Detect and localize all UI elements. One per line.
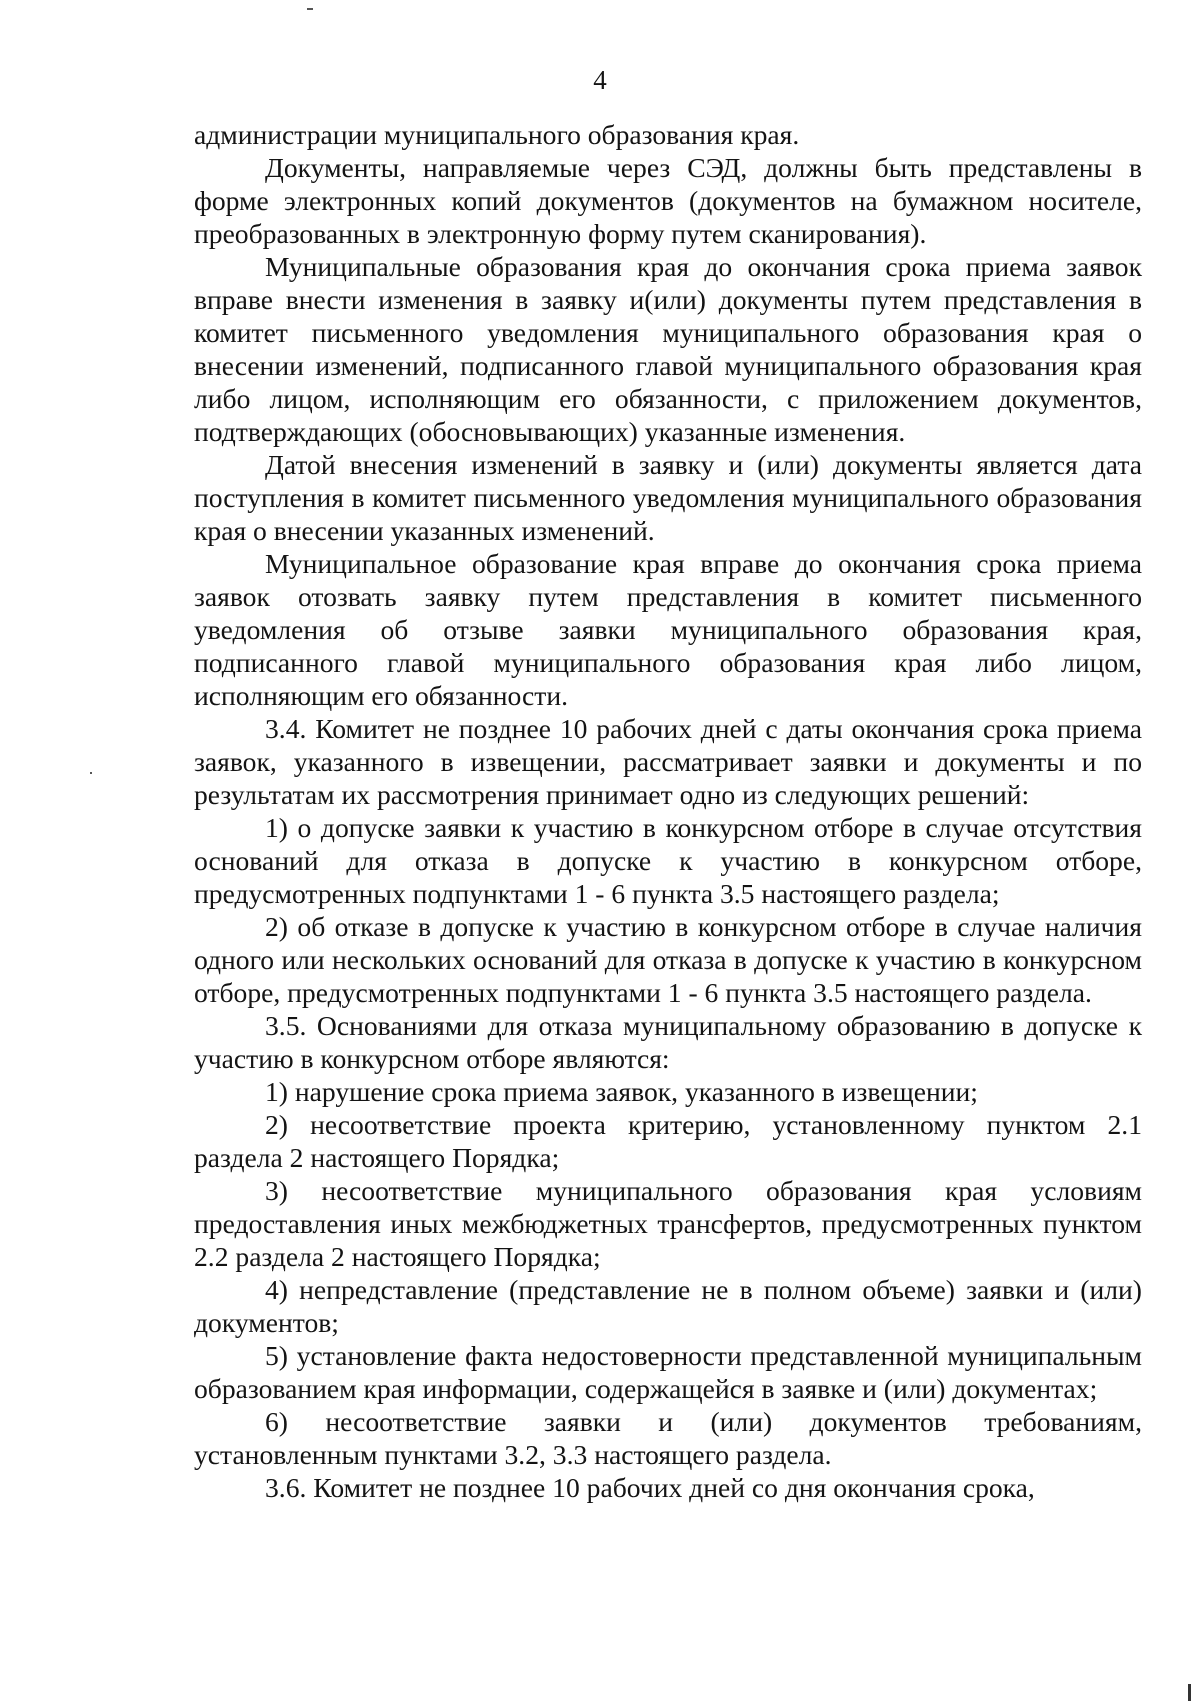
paragraph-amendments: Муниципальные образования края до окончания срока приема заявок вправе внести изменения в заявку и(или) документы путем представления в комитет письменного уведомления муниципального образования края о внесении изменений, подписанного главой муниципального образования края либо лицом, исполняющим его обязанности, с приложением документов, подтверждающих (обосновывающих) указанные изменения. xyxy=(194,251,1142,447)
clause-3-4: 3.4. Комитет не позднее 10 рабочих дней с даты окончания срока приема заявок, указанного в извещении, рассматривает заявки и документы и по результатам их рассмотрения принимает одно из следующих решений: xyxy=(194,713,1142,810)
clause-3-6: 3.6. Комитет не позднее 10 рабочих дней со дня окончания срока, xyxy=(265,1472,1035,1503)
scan-artifact-corner xyxy=(1188,1684,1191,1701)
page-number: 4 xyxy=(593,65,607,95)
clause-3-5-item-2: 2) несоответствие проекта критерию, установленному пунктом 2.1 раздела 2 настоящего Порядка; xyxy=(194,1109,1142,1173)
paragraph-sed-documents: Документы, направляемые через СЭД, должны быть представлены в форме электронных копий документов (документов на бумажном носителе, преобразованных в электронную форму путем сканирования). xyxy=(194,152,1142,249)
paragraph-continuation: администрации муниципального образования края. xyxy=(194,119,800,150)
scan-artifact-left xyxy=(90,772,92,774)
paragraph-amendment-date: Датой внесения изменений в заявку и (или) документы является дата поступления в комитет письменного уведомления муниципального образования края о внесении указанных изменений. xyxy=(194,449,1142,546)
clause-3-5-item-5: 5) установление факта недостоверности представленной муниципальным образованием края информации, содержащейся в заявке и (или) документах; xyxy=(194,1340,1142,1404)
paragraph-withdrawal: Муниципальное образование края вправе до окончания срока приема заявок отозвать заявку путем представления в комитет письменного уведомления об отзыве заявки муниципального образования края, подписанного главой муниципального образования края либо лицом, исполняющим его обязанности. xyxy=(194,548,1142,711)
clause-3-5-item-3: 3) несоответствие муниципального образования края условиям предоставления иных межбюджетных трансфертов, предусмотренных пунктом 2.2 раздела 2 настоящего Порядка; xyxy=(194,1175,1142,1272)
scan-artifact-top xyxy=(307,8,313,10)
clause-3-5-item-1: 1) нарушение срока приема заявок, указанного в извещении; xyxy=(265,1076,978,1107)
clause-3-4-item-1: 1) о допуске заявки к участию в конкурсном отборе в случае отсутствия оснований для отказа в допуске к участию в конкурсном отборе, предусмотренных подпунктами 1 - 6 пункта 3.5 настоящего раздела; xyxy=(194,812,1142,909)
clause-3-5: 3.5. Основаниями для отказа муниципальному образованию в допуске к участию в конкурсном отборе являются: xyxy=(194,1010,1142,1074)
clause-3-5-item-6: 6) несоответствие заявки и (или) документов требованиям, установленным пунктами 3.2, 3.3 настоящего раздела. xyxy=(194,1406,1142,1470)
clause-3-5-item-4: 4) непредставление (представление не в полном объеме) заявки и (или) документов; xyxy=(194,1274,1142,1338)
document-body xyxy=(194,118,1142,1504)
clause-3-4-item-2: 2) об отказе в допуске к участию в конкурсном отборе в случае наличия одного или нескольких оснований для отказа в допуске к участию в конкурсном отборе, предусмотренных подпунктами 1 - 6 пункта 3.5 настоящего раздела. xyxy=(194,911,1142,1008)
